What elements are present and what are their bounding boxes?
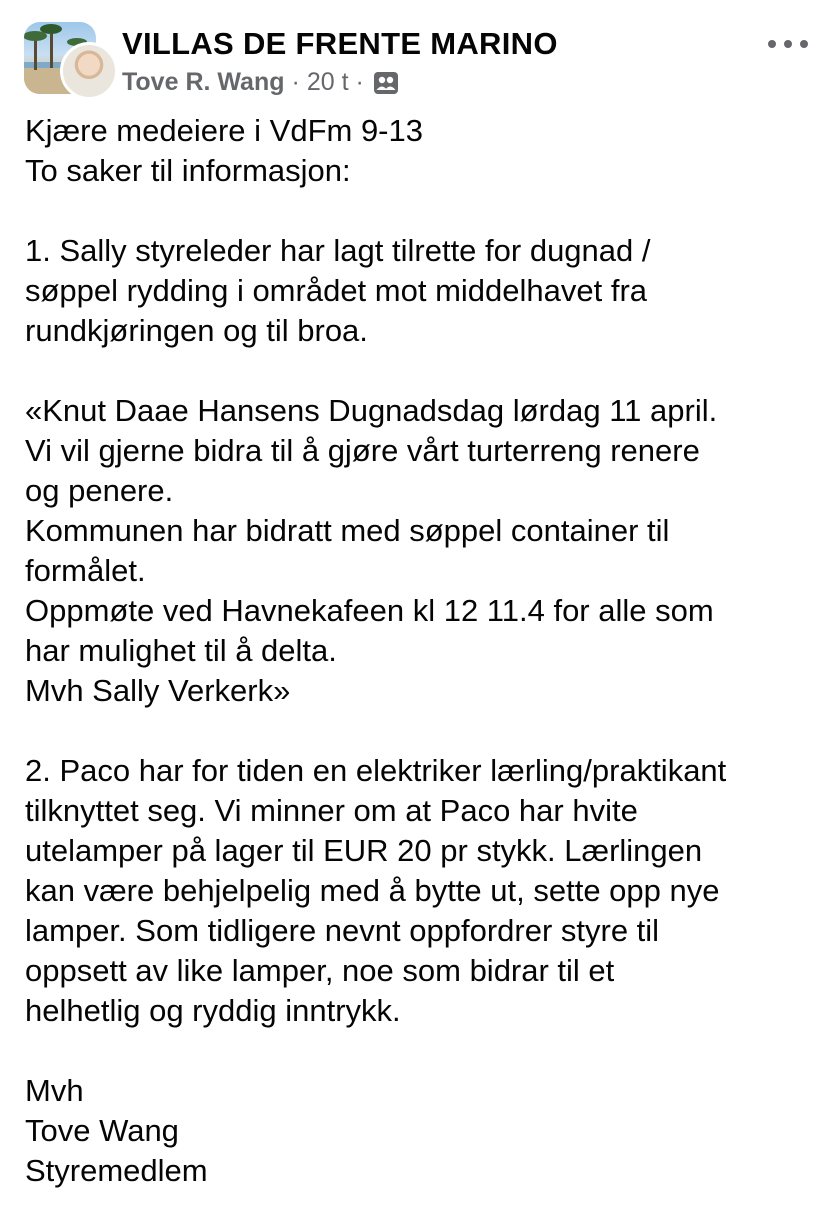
meta-separator: · [355, 68, 364, 96]
group-name[interactable]: VILLAS DE FRENTE MARINO [122, 26, 558, 61]
post-body-text: Kjære medeiere i VdFm 9-13 To saker til informasjon: 1. Sally styreleder har lagt tilrette for dugnad / søppel rydding i området mot middelhavet fra rundkjøringen og til broa. «Knut Daae Hansens Dugnadsdag lørdag 11 april. Vi vil gjerne bidra til å gjøre vårt turterreng renere og penere. Kommunen har bidratt med søppel container til formålet. Oppmøte ved Havnekafeen kl 12 11.4 for alle som har mulighet til å delta. Mvh Sally Verkerk» 2. Paco har for tiden en elektriker lærling/praktikant tilknyttet seg. Vi minner om at Paco har hvite utelamper på lager til EUR 20 pr stykk. Lærlingen kan være behjelpelig med å bytte ut, sette opp nye lamper. Som tidligere nevnt oppfordrer styre til oppsett av like lamper, noe som bidrar til et helhetlig og ryddig inntrykk. Mvh Tove Wang Styremedlem [25, 113, 727, 1188]
post-header [24, 22, 808, 98]
user-avatar[interactable] [60, 42, 118, 100]
post-time[interactable]: 20 t [306, 68, 349, 96]
author-name[interactable]: Tove R. Wang [122, 68, 285, 96]
post-meta [122, 68, 399, 97]
more-options-icon[interactable] [768, 34, 808, 54]
group-members-icon [373, 71, 399, 95]
meta-separator: · [291, 68, 300, 96]
